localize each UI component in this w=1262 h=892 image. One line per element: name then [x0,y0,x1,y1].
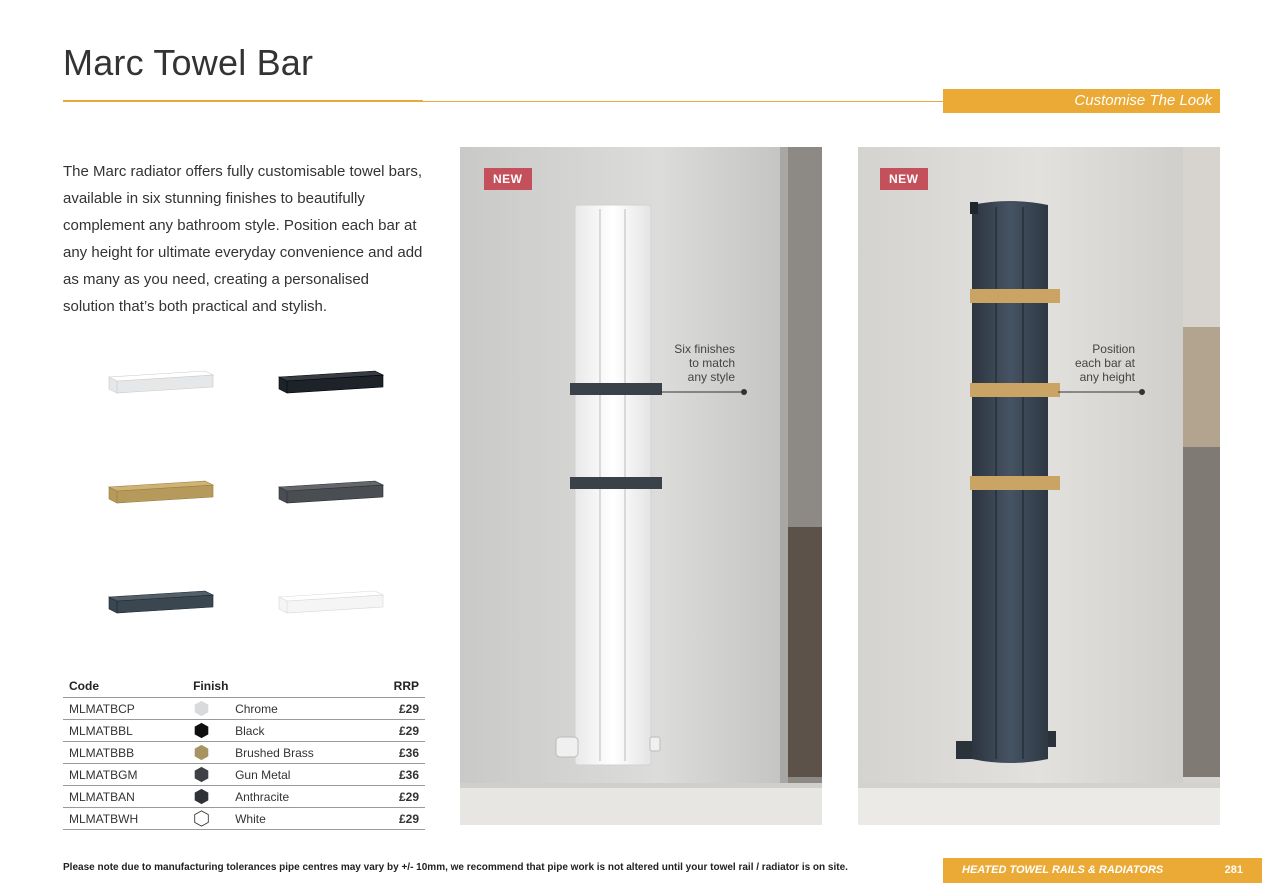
product-code: MLMATBGM [63,764,187,786]
white-towel-bar-icon-shape [275,585,385,619]
table-row [63,786,425,808]
anthracite-towel-bar-icon-shape [105,585,215,619]
product-photo-anthracite-radiator [858,147,1220,825]
finish-swatch-icon [187,720,229,742]
new-badge: NEW [880,168,928,190]
finish-name: White [229,808,368,830]
brass-towel-bar-icon [105,475,215,509]
column-header-code: Code [63,676,187,698]
column-header-finish: Finish [187,676,368,698]
table-row [63,720,425,742]
price: £29 [368,698,425,720]
product-code: MLMATBWH [63,808,187,830]
finish-swatch-icon [187,698,229,720]
photo-callout: Six finishes to match any style [674,342,735,384]
new-badge: NEW [484,168,532,190]
hexagon-icon [193,788,210,805]
hexagon-icon [193,700,210,717]
price: £36 [368,742,425,764]
finish-name: Brushed Brass [229,742,368,764]
finish-swatch-icon [187,764,229,786]
title-underline [63,100,423,102]
finish-swatch-icon [187,808,229,830]
finish-name: Anthracite [229,786,368,808]
column-header-rrp: RRP [368,676,425,698]
black-towel-bar-icon-shape [275,365,385,399]
brass-towel-bar-icon-shape [105,475,215,509]
table-row [63,698,425,720]
footer-section-label: HEATED TOWEL RAILS & RADIATORS [962,864,1164,876]
product-code: MLMATBCP [63,698,187,720]
price: £29 [368,808,425,830]
finish-swatch-icon [187,786,229,808]
section-tag: Customise The Look [943,89,1220,113]
title-underline-extension [423,101,943,102]
gunmetal-towel-bar-icon [275,475,385,509]
footer-section-bar [943,858,1262,883]
table-row [63,808,425,830]
white-towel-bar-icon [275,585,385,619]
table-header-row [63,676,425,698]
finish-name: Gun Metal [229,764,368,786]
finish-swatch-grid [95,350,405,650]
table-row [63,742,425,764]
price: £29 [368,720,425,742]
anthracite-radiator-illustration [858,147,1220,825]
table-row [63,764,425,786]
pipe-centres-note: Please note due to manufacturing tolerances pipe centres may vary by +/- 10mm, we recommend that pipe work is not altered until your towel rail / radiator is on site. [63,862,848,873]
product-code: MLMATBBL [63,720,187,742]
page-number: 281 [1224,864,1243,876]
chrome-towel-bar-icon-shape [105,365,215,399]
chrome-towel-bar-icon [105,365,215,399]
product-code: MLMATBBB [63,742,187,764]
finish-name: Black [229,720,368,742]
hexagon-icon [193,766,210,783]
black-towel-bar-icon [275,365,385,399]
gunmetal-towel-bar-icon-shape [275,475,385,509]
finish-price-table [63,676,425,830]
intro-text: The Marc radiator offers fully customisable towel bars, available in six stunning finishes to beautifully complement any bathroom style. Position each bar at any height for ultimate everyday convenience and add as many as you need, creating a personalised solution that’s both practical and stylish. [63,163,423,315]
product-code: MLMATBAN [63,786,187,808]
hexagon-icon [193,810,210,827]
finish-name: Chrome [229,698,368,720]
price: £36 [368,764,425,786]
page-title: Marc Towel Bar [63,42,314,83]
price: £29 [368,786,425,808]
finish-swatch-icon [187,742,229,764]
product-photo-white-radiator [460,147,822,825]
white-radiator-illustration [460,147,822,825]
hexagon-icon [193,744,210,761]
anthracite-towel-bar-icon [105,585,215,619]
photo-callout: Position each bar at any height [1074,342,1135,384]
hexagon-icon [193,722,210,739]
